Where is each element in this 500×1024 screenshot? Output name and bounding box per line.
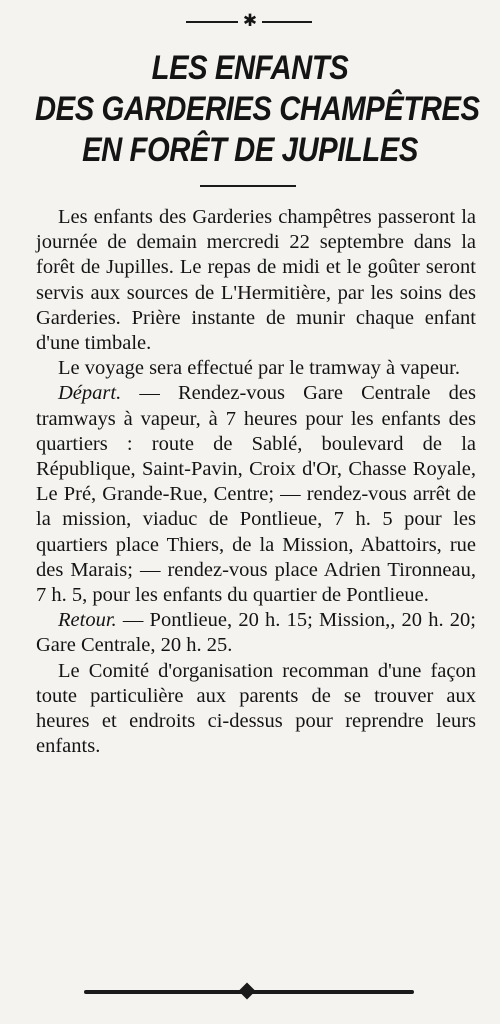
paragraph-committee: Le Comité d'organisation recomman d'une façon toute particulière aux parents de se trouver aux heures et endroits ci-dessus pour reprendre leurs enfants. [36, 659, 476, 758]
diamond-icon [239, 983, 256, 1000]
ornament-rule-right [262, 21, 312, 23]
bottom-ornament [0, 985, 500, 999]
top-ornament [0, 11, 500, 31]
star-icon: ✱ [242, 11, 258, 31]
paragraph-departure [36, 381, 476, 608]
headline-line-3: EN FORÊT DE JUPILLES [82, 131, 418, 169]
article-body [36, 205, 476, 759]
paragraph-travel: Le voyage sera effectué par le tramway à vapeur. [58, 357, 461, 380]
departure-text: — Rendez-vous Gare Centrale des tramways à vapeur, à 7 heures pour les enfants des quartiers : route de Sablé, boulevard de la République, Saint-Pavin, Croix d'Or, Chasse Royale, Le Pré, Grande-Rue, Centre; — rendez-vous arrêt de la mission, viaduc de Pontlieue, 7 h. 5 pour les quartiers place Thiers, de la Mission, Abattoirs, rue des Marais; — rendez-vous place Adrien Tironneau, 7 h. 5, pour les enfants du quartier de Pontlieue. [36, 382, 476, 607]
headline-rule [200, 185, 296, 187]
return-text: — Pontlieue, 20 h. 15; Mission,, 20 h. 20; Gare Centrale, 20 h. 25. [36, 609, 476, 657]
headline-line-1: LES ENFANTS [151, 49, 349, 87]
departure-label: Départ. [58, 382, 122, 405]
paragraph-intro: Les enfants des Garderies champêtres passeront la journée de demain mercredi 22 septembre dans la forêt de Jupilles. Le repas de midi et le goûter seront servis aux sources de L'Hermitière, par les soins des Garderies. Prière instante de munir chaque enfant d'une timbale. [36, 206, 476, 355]
return-label: Retour. [58, 609, 117, 632]
ornament-rule-left [186, 21, 238, 23]
headline-line-2: DES GARDERIES CHAMPÊTRES [35, 90, 480, 128]
paragraph-return [36, 608, 476, 658]
headline [35, 48, 480, 171]
